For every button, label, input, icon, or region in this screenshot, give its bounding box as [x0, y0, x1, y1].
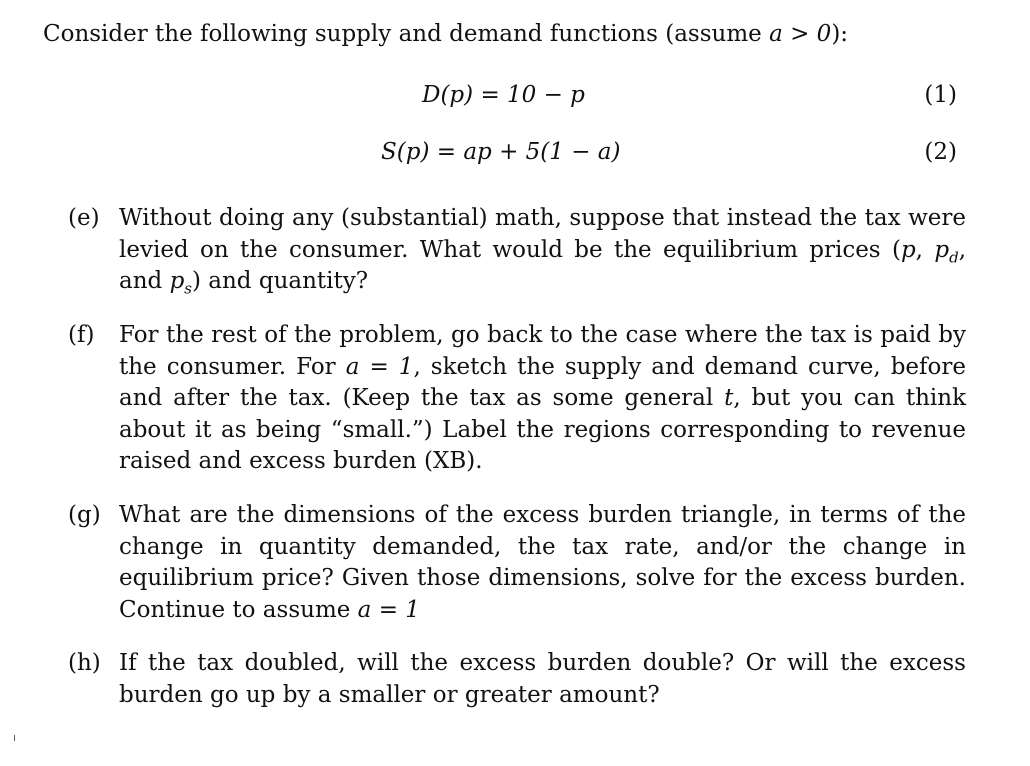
question-item-h	[68, 648, 966, 711]
equation-supply	[381, 136, 620, 168]
question-g-text-a: What are the dimensions of the excess burden triangle, in terms of the change in quantity demanded, the tax rate, and/or the change in equilibrium price? Given those dimensions, solve for the excess burden. Continue to assume	[119, 502, 966, 623]
equation-number-1: (1)	[924, 82, 957, 108]
question-e-text-b: ) and quantity?	[192, 268, 369, 294]
question-item-f	[68, 320, 966, 478]
question-e-pd: p	[934, 236, 950, 263]
question-f-text-b: , sketch the supply and demand curve, before and after the tax. (Keep the tax as some general	[119, 353, 966, 411]
question-label-e: (e)	[68, 205, 100, 231]
intro-end: ):	[831, 21, 849, 47]
intro-text: Consider the following supply and demand functions (assume	[43, 21, 770, 47]
question-e-ps: p	[169, 268, 185, 294]
question-f-math-t: t	[724, 385, 734, 411]
question-e-and: , and	[119, 236, 966, 294]
question-label-g: (g)	[68, 502, 101, 528]
question-f-text-a: For the rest of the problem, go back to the case where the tax is paid by the consumer. For	[119, 322, 966, 380]
question-item-g	[68, 500, 966, 626]
problem-intro	[43, 18, 848, 50]
question-f-math-a: a = 1	[345, 353, 414, 380]
question-g-math-a: a = 1	[357, 596, 420, 623]
question-e-p: p	[900, 236, 916, 263]
question-f-text-c: , but you can think about it as being “small.”) Label the regions corresponding to revenue raised and excess burden (XB).	[119, 385, 967, 474]
equation-demand-rhs: = 10 − p	[480, 82, 585, 108]
equation-supply-rhs: = ap + 5(1 − a)	[436, 139, 621, 165]
question-e-text-a: Without doing any (substantial) math, suppose that instead the tax were levied on the consumer. What would be the equilibrium prices (	[119, 205, 966, 263]
question-text-f	[119, 320, 966, 478]
question-text-g	[119, 500, 966, 626]
question-e-pd-sub: d	[949, 248, 959, 267]
question-e-ps-sub: s	[184, 279, 192, 298]
question-item-e	[68, 203, 966, 298]
equation-demand-lhs: D(p)	[422, 82, 474, 108]
question-text-h: If the tax doubled, will the excess burden double? Or will the excess burden go up by a smaller or greater amount?	[119, 650, 966, 708]
equation-demand	[422, 79, 585, 111]
question-label-h: (h)	[68, 650, 101, 676]
equation-number-2: (2)	[924, 139, 957, 165]
question-label-f: (f)	[68, 322, 95, 348]
page-margin-mark	[14, 735, 15, 741]
intro-math: a > 0	[769, 21, 832, 47]
question-text-e: Without doing any (substantial) math, suppose that instead the tax were levied on the consumer. What would be the equilibrium prices (p, $p_d$, and $p_s$) and quantity?	[119, 205, 966, 298]
equation-supply-lhs: S(p)	[381, 139, 430, 165]
